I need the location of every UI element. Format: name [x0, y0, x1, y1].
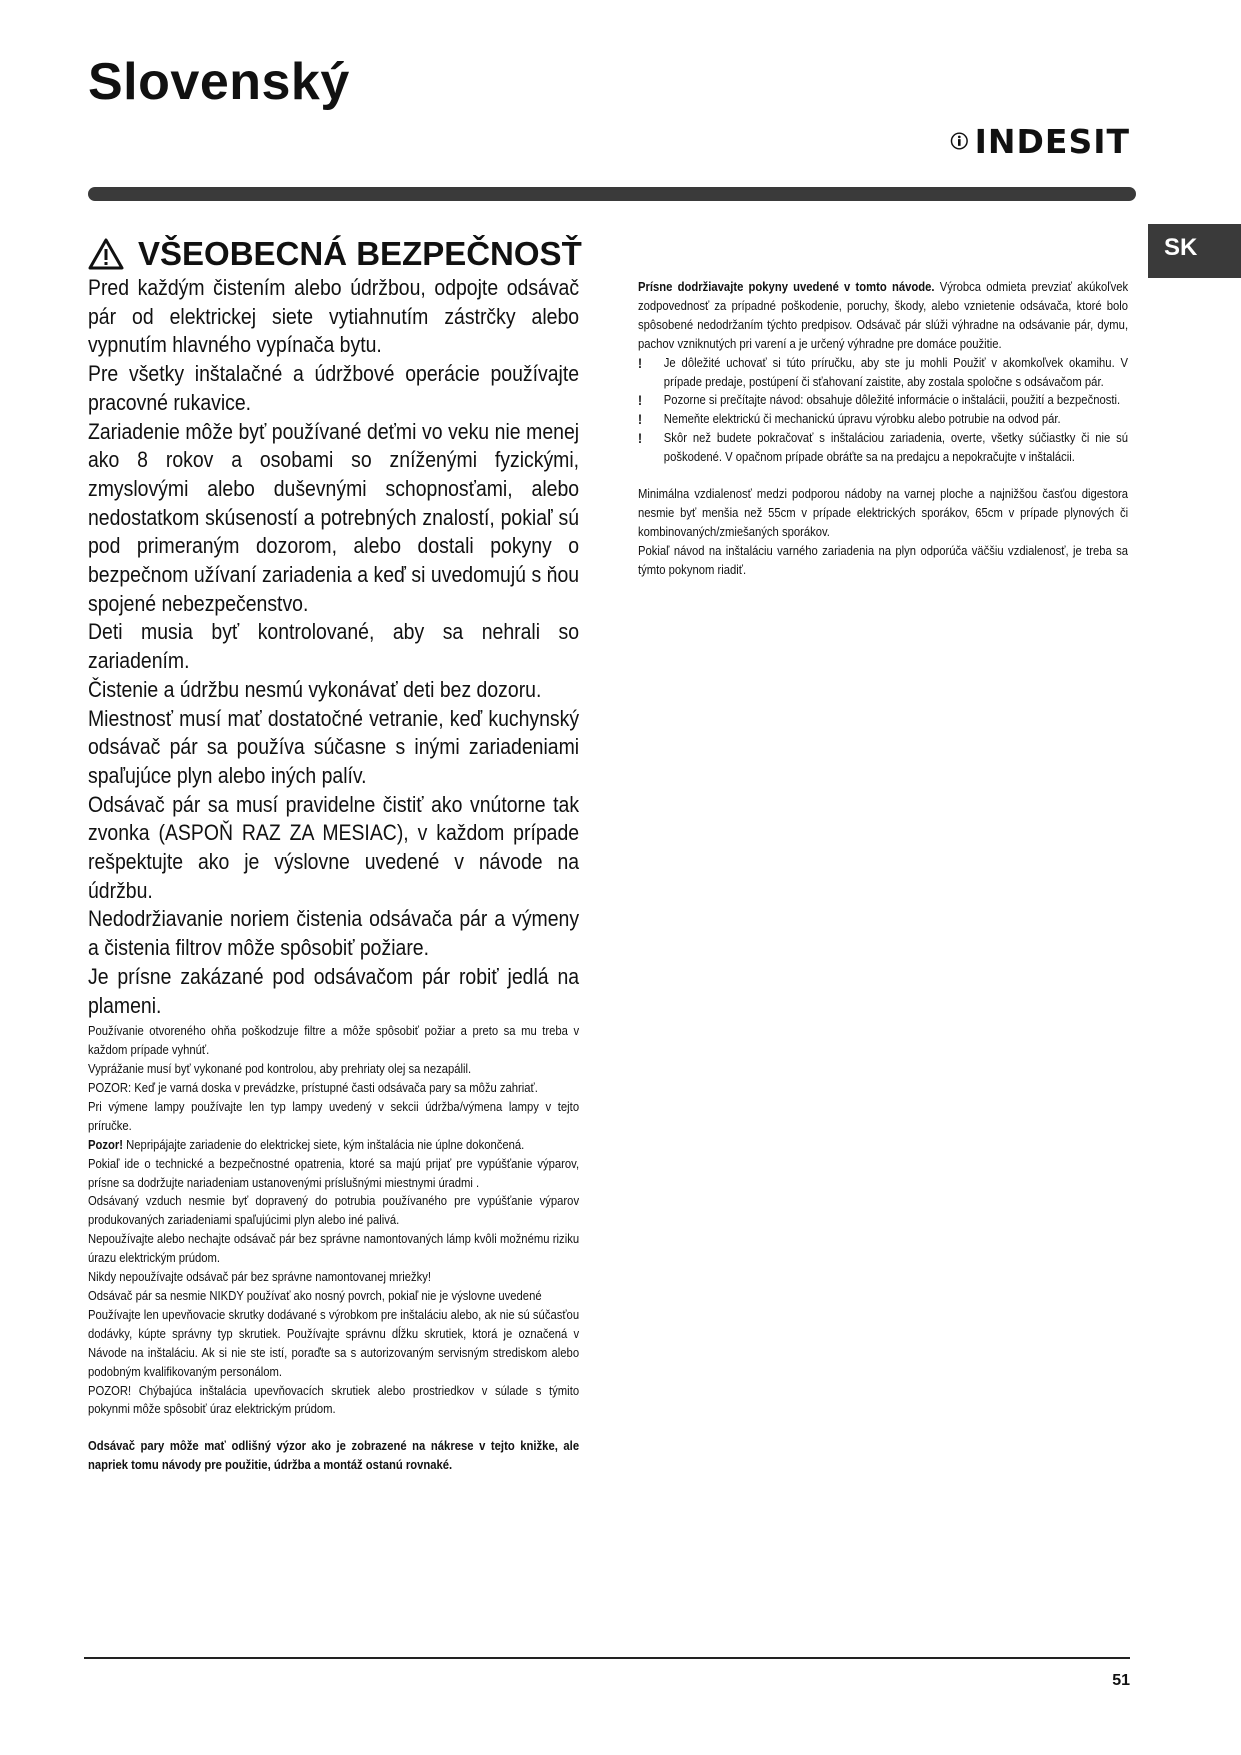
- safety-paragraph: Pre všetky inštalačné a údržbové operácie používajte pracovné rukavice.: [88, 361, 580, 415]
- spacer: [638, 467, 1128, 485]
- exclamation-icon: !: [638, 392, 643, 409]
- closing-note: Odsávač pary môže mať odlišný výzor ako je zobrazené na nákrese v tejto knižke, ale napriek tomu návody pre použitie, údržba a montáž ostanú rovnaké.: [88, 1438, 580, 1473]
- safety-instructions-large: [88, 274, 579, 1020]
- bullet-text: Skôr než budete pokračovať s inštaláciou zariadenia, overte, všetky súčiastky či nie sú poškodené. V opačnom prípade obráťte sa na predajcu a nepokračujte v inštalácii.: [663, 430, 1129, 465]
- bullet-item: [638, 429, 1128, 467]
- safety-note: Odsávaný vzduch nesmie byť dopravený do potrubia používaného pre vypúšťanie výparov produkovaných zariadeniami spaľujúcimi plyn alebo iné palivá.: [88, 1193, 580, 1228]
- brand-name: INDESIT: [974, 121, 1130, 161]
- distance-paragraph: Minimálna vzdialenosť medzi podporou nádoby na varnej ploche a najnižšou časťou digestora nesmie byť menšia než 55cm v prípade elektrických sporákov, 65cm v prípade plynových či kombinovaných/zmiešaných sporákov.: [638, 486, 1129, 539]
- safety-note: POZOR: Keď je varná doska v prevádzke, prístupné časti odsávača pary sa môžu zahriať.: [88, 1080, 538, 1095]
- safety-note: Nikdy nepoužívajte odsávač pár bez správne namontovanej mriežky!: [88, 1269, 432, 1285]
- intro-paragraph: [638, 278, 1128, 354]
- safety-paragraph: Zariadenie môže byť používané deťmi vo veku nie menej ako 8 rokov a osobami so zníženými fyzickými, zmyslovými alebo duševnými schopnosťami, alebo nedostatkom skúseností a potrebných znalostí, pokiaľ sú pod primeraným dozorom, alebo dostali pokyny o bezpečnom užívaní zariadenia a keď si uvedomujú s ňou spojené nebezpečenstvo.: [88, 418, 580, 616]
- bullet-item: [638, 410, 1128, 429]
- bullet-item: [638, 391, 1128, 410]
- safety-paragraph: Je prísne zakázané pod odsávačom pár robiť jedlá na plameni.: [88, 963, 580, 1018]
- bullet-text: Nemeňte elektrickú či mechanickú úpravu výrobku alebo potrubie na odvod pár.: [663, 411, 1061, 427]
- exclamation-icon: !: [638, 411, 643, 428]
- page-number: 51: [1112, 1672, 1130, 1689]
- spacer: [88, 1419, 579, 1437]
- safety-paragraph: Deti musia byť kontrolované, aby sa nehrali so zariadením.: [88, 619, 580, 674]
- safety-note: Používajte len upevňovacie skrutky dodávané s výrobkom pre inštaláciu alebo, ak nie sú súčasťou dodávky, kúpte správny typ skrutiek. Používajte správnu dĺžku skrutiek, ktorá je označená v Návode na inštaláciu. Ak si nie ste istí, poraďte sa s autorizovaným servisným strediskom alebo podobným kvalifikovaným personálom.: [88, 1306, 580, 1379]
- safety-note: Vyprážanie musí byť vykonané pod kontrolou, aby prehriaty olej sa nezapálil.: [88, 1061, 472, 1077]
- footer-divider: [84, 1657, 1130, 1659]
- warning-icon: [88, 238, 124, 270]
- safety-note: POZOR! Chýbajúca inštalácia upevňovacích skrutiek alebo prostriedkov v súlade s týmito pokynmi môže spôsobiť úraz elektrickým prúdom.: [88, 1382, 580, 1417]
- safety-note-pozor: [88, 1136, 579, 1155]
- section-heading-text: VŠEOBECNÁ BEZPEČNOSŤ: [138, 235, 582, 272]
- bullet-item: [638, 354, 1128, 392]
- brand-logo: [950, 116, 1130, 166]
- bullet-text: Je dôležité uchovať si túto príručku, aby ste ju mohli Použiť v akomkoľvek okamihu. V prípade predaje, postúpení či sťahovaní zaistite, aby zostala spoločne s odsávačom pár.: [663, 354, 1129, 389]
- safety-paragraph: Odsávač pár sa musí pravidelne čistiť ako vnútorne tak zvonka (ASPOŇ RAZ ZA MESIAC), v každom prípade rešpektujte ako je výslovne uvedené v návode na údržbu.: [88, 791, 580, 903]
- indesit-logo-icon: [950, 116, 969, 166]
- safety-paragraph: Nedodržiavanie noriem čistenia odsávača pár a výmeny a čistenia filtrov môže spôsobiť požiare.: [88, 906, 580, 961]
- safety-note: Nepoužívajte alebo nechajte odsávač pár bez správne namontovaných lámp kvôli možnému riziku úrazu elektrickým prúdom.: [88, 1231, 580, 1266]
- safety-instructions-small: [88, 1022, 579, 1475]
- safety-note: Používanie otvoreného ohňa poškodzuje filtre a môže spôsobiť požiar a preto sa mu treba v každom prípade vyhnúť.: [88, 1023, 580, 1058]
- safety-paragraph: Čistenie a údržbu nesmú vykonávať deti bez dozoru.: [88, 676, 542, 702]
- pozor-label: Pozor!: [88, 1136, 124, 1152]
- bullet-text: Pozorne si prečítajte návod: obsahuje dôležité informácie o inštalácii, použití a bezpečnosti.: [663, 392, 1121, 408]
- safety-paragraph: Pred každým čistením alebo údržbou, odpojte odsávač pár od elektrickej siete vytiahnutím zástrčky alebo vypnutím hlavného vypínača bytu.: [88, 275, 580, 358]
- intro-text: Výrobca odmieta prevziať akúkoľvek zodpovednosť za prípadné poškodenie, poruchy, škody, alebo vznietenie odsávača, ktoré bolo spôsobené nedodržaním týchto predpisov. Odsávač pár slúži výhradne na odsávanie pár, dymu, pachov vzniknutých pri varení a je určený výhradne pre domáce použitie.: [638, 279, 1129, 351]
- safety-note: Odsávač pár sa nesmie NIKDY používať ako nosný povrch, pokiaľ nie je výslovne uvedené: [88, 1287, 542, 1303]
- safety-paragraph: Miestnosť musí mať dostatočné vetranie, keď kuchynský odsávač pár sa používa súčasne s inými zariadeniami spaľujúce plyn alebo iných palív.: [88, 705, 580, 788]
- exclamation-icon: !: [638, 354, 643, 371]
- intro-bold: Prísne dodržiavajte pokyny uvedené v tomto návode.: [638, 279, 935, 294]
- exclamation-icon: !: [638, 430, 643, 447]
- section-heading: [88, 234, 582, 274]
- safety-note: Pokiaľ ide o technické a bezpečnostné opatrenia, ktoré sa majú prijať pre vypúšťanie výparov, prísne sa dodržujte nariadeniam ustanovenými príslušnými miestnymi úradmi .: [88, 1155, 580, 1190]
- language-tab: SK: [1148, 224, 1241, 278]
- header-divider: [88, 187, 1136, 201]
- pozor-text: Nepripájajte zariadenie do elektrickej siete, kým inštalácia nie úplne dokončená.: [126, 1136, 525, 1152]
- page-title: Slovenský: [88, 53, 350, 111]
- left-column: [88, 234, 582, 1475]
- safety-note: Pri výmene lampy používajte len typ lampy uvedený v sekcii údržba/výmena lampy v tejto príručke.: [88, 1098, 580, 1133]
- right-column: [638, 278, 1128, 580]
- distance-paragraph: Pokiaľ návod na inštaláciu varného zariadenia na plyn odporúča väčšiu vzdialenosť, je treba sa týmto pokynom riadiť.: [638, 542, 1129, 577]
